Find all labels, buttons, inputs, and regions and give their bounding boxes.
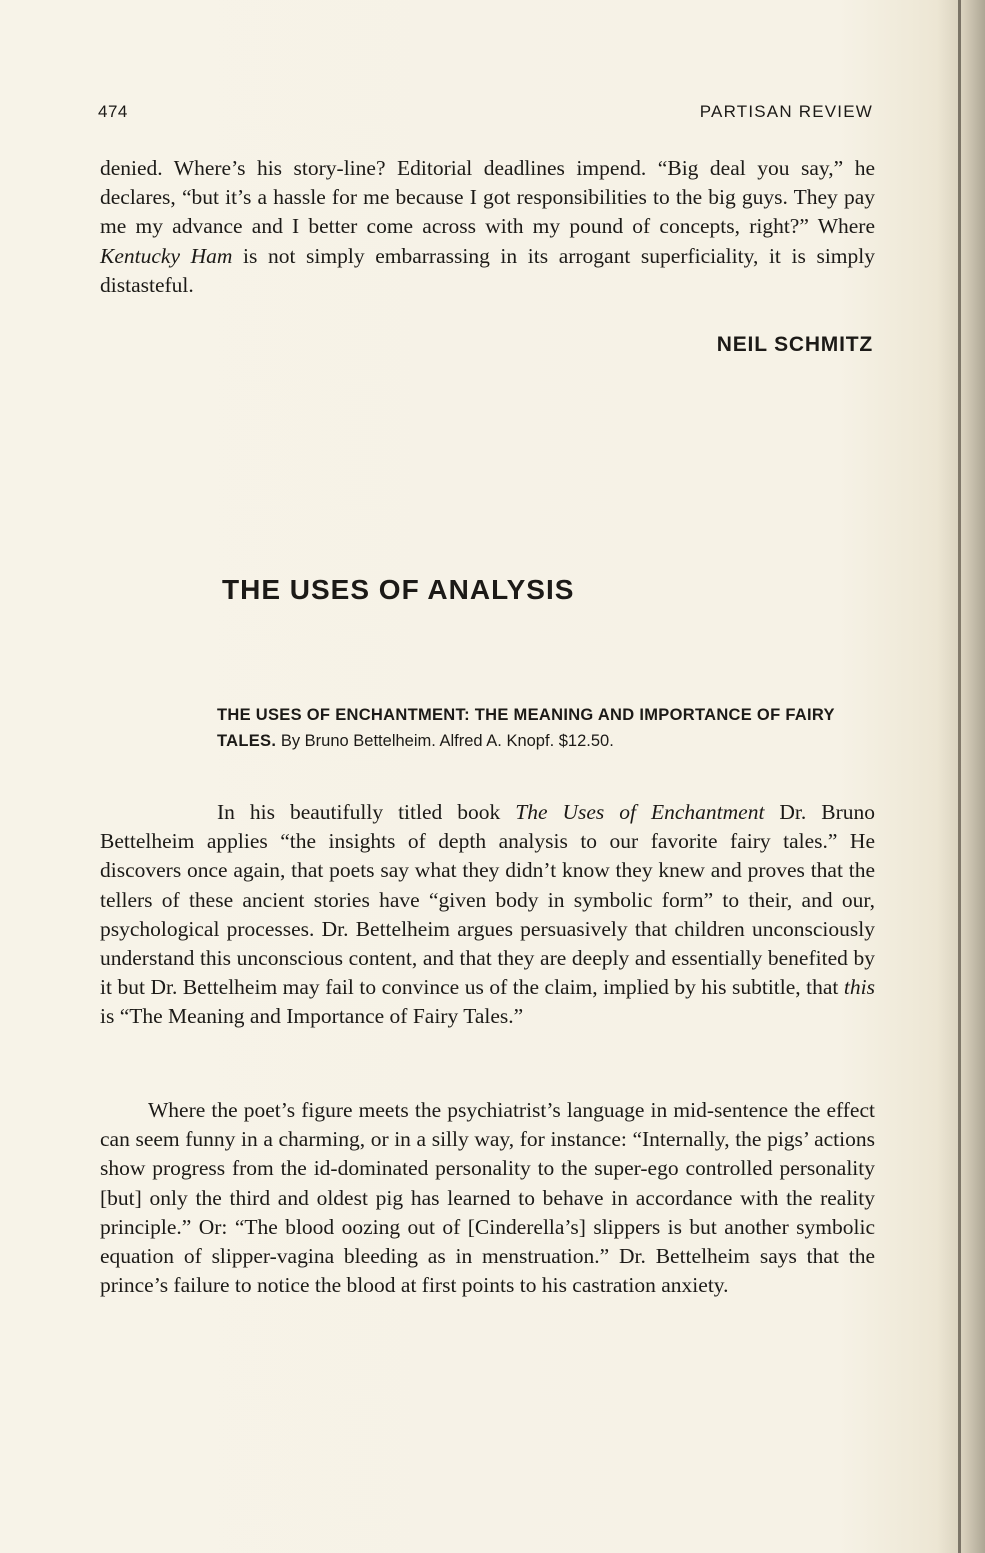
para1-text-a: In his beautifully titled book [217, 800, 516, 824]
journal-title: PARTISAN REVIEW [699, 102, 873, 121]
para1-text-b: Dr. Bruno Bettelheim applies “the insights of depth analysis to our favorite fairy tales.” He discovers once again, that poets say what they didn’t know they knew and proves that the tellers of these ancient stories have “given body in symbolic form” to their, and our, psychological processes. Dr. Bettelheim argues persuasively that children unconsciously understand this unconscious content, and that they are deeply and essentially benefited by it but Dr. Bettelheim may fail to convince us of the claim, implied by his subtitle, that [100, 800, 876, 1000]
binding-spine-edge [958, 0, 961, 1553]
page-number: 474 [98, 102, 128, 121]
running-head [98, 102, 873, 126]
reviewed-book-details: By Bruno Bettelheim. Alfred A. Knopf. $12.50. [276, 732, 614, 750]
previous-review-text-a: denied. Where’s his story-line? Editorial deadlines impend. “Big deal you say,” he declares, “but it’s a hassle for me because I got responsibilities to the big guys. They pay me my advance and I better come across with my pound of concepts, right?” Where [100, 156, 875, 239]
previous-review-closing-paragraph [100, 154, 875, 300]
review-paragraph-2: Where the poet’s figure meets the psychiatrist’s language in mid-sentence the effect can seem funny in a charming, or in a silly way, for instance: “Internally, the pigs’ actions show progress from the id-dominated personality to the super-ego controlled personality [but] only the third and oldest pig has learned to behave in accordance with the reality principle.” Or: “The blood oozing out of [Cinderella’s] slippers is but another symbolic equation of slipper-vagina bleeding as in menstruation.” Dr. Bettelheim says that the prince’s failure to notice the blood at first points to his castration anxiety. [100, 1098, 875, 1298]
section-title: THE USES OF ANALYSIS [222, 574, 575, 605]
para1-emphasis: this [843, 975, 875, 1000]
reviewed-book-title: THE USES OF ENCHANTMENT: THE MEANING AND IMPORTANCE OF FAIRY TALES. [217, 706, 835, 750]
para1-book-title: The Uses of Enchantment [515, 800, 765, 824]
para1-text-c: is “The Meaning and Importance of Fairy Tales.” [100, 1004, 524, 1029]
review-paragraph-1 [100, 798, 875, 1032]
reviewer-signature: NEIL SCHMITZ [716, 333, 873, 356]
binding-gutter-shadow [937, 0, 985, 1553]
book-citation [217, 702, 877, 754]
previous-review-text-b: is not simply embarrassing in its arrogant superficiality, it is simply distasteful. [100, 243, 875, 297]
previous-review-book-title: Kentucky Ham [100, 243, 233, 268]
